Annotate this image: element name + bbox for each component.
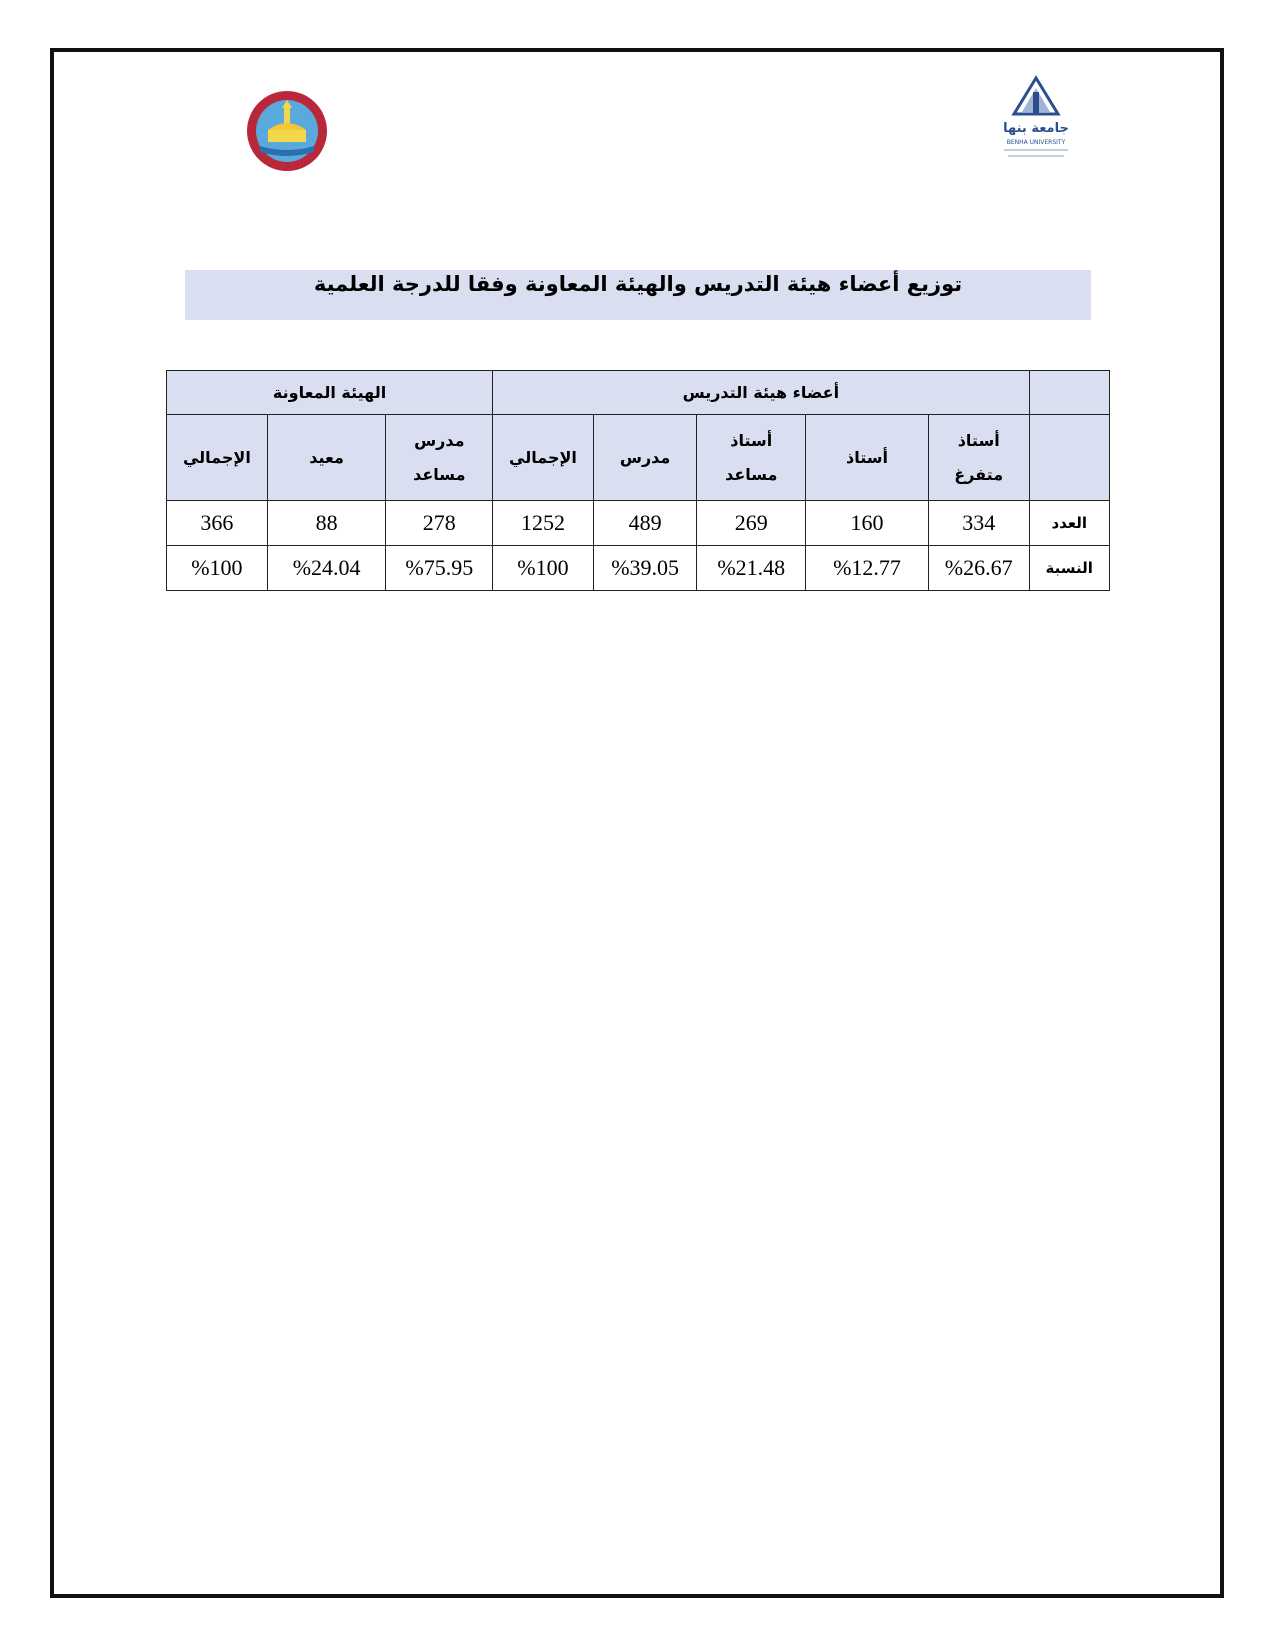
university-logo [990, 74, 1082, 166]
table-cell: %12.77 [806, 546, 929, 591]
table-cell: %39.05 [593, 546, 697, 591]
table-cell: 1252 [493, 501, 594, 546]
table-cell: %100 [493, 546, 594, 591]
table-cell: 334 [928, 501, 1029, 546]
table-cell: %26.67 [928, 546, 1029, 591]
table-cell: %100 [167, 546, 268, 591]
faculty-seal-logo [246, 90, 328, 172]
column-header-assistants-total: الإجمالي [167, 415, 268, 501]
table-cell: %24.04 [267, 546, 386, 591]
table-cell: 366 [167, 501, 268, 546]
document-title-bar [185, 270, 1091, 320]
column-header-professor: أستاذ [806, 415, 929, 501]
column-header-emeritus-professor: أستاذ متفرغ [928, 415, 1029, 501]
row-label-percentage: النسبة [1029, 546, 1110, 591]
table-row-count [167, 501, 1110, 546]
university-logo-name: جامعة بنها [1003, 121, 1069, 136]
column-header-demonstrator: معيد [267, 415, 386, 501]
header-corner-cell [1029, 371, 1110, 415]
document-title: توزيع أعضاء هيئة التدريس والهيئة المعاونة وفقا للدرجة العلمية [313, 272, 963, 296]
column-header-assistant-lecturer: مدرس مساعد [386, 415, 493, 501]
university-logo-english: BENHA UNIVERSITY [1006, 139, 1066, 146]
staff-distribution-table [166, 370, 1110, 591]
table-cell: 269 [697, 501, 806, 546]
group-header-assistants: الهيئة المعاونة [167, 371, 493, 415]
table-cell: 278 [386, 501, 493, 546]
table-cell: 160 [806, 501, 929, 546]
column-header-faculty-total: الإجمالي [493, 415, 594, 501]
table-row-percentage [167, 546, 1110, 591]
table-cell: %75.95 [386, 546, 493, 591]
table-cell: 489 [593, 501, 697, 546]
group-header-faculty: أعضاء هيئة التدريس [493, 371, 1029, 415]
table-cell: %21.48 [697, 546, 806, 591]
table-cell: 88 [267, 501, 386, 546]
header-blank-cell [1029, 415, 1110, 501]
column-header-lecturer: مدرس [593, 415, 697, 501]
column-header-assistant-professor: أستاذ مساعد [697, 415, 806, 501]
row-label-count: العدد [1029, 501, 1110, 546]
